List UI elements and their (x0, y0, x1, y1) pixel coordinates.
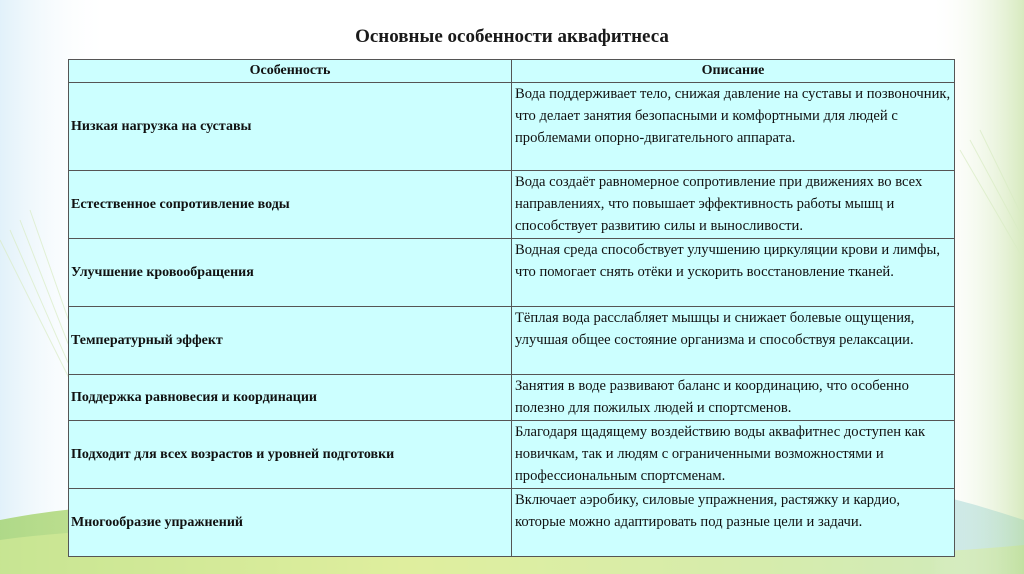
description-cell: Включает аэробику, силовые упражнения, растяжку и кардио, которые можно адаптировать под разные цели и задачи. (512, 489, 955, 557)
feature-cell: Температурный эффект (69, 307, 512, 375)
table-row (69, 489, 955, 557)
table-row (69, 375, 955, 421)
table-row (69, 171, 955, 239)
description-cell: Занятия в воде развивают баланс и координацию, что особенно полезно для пожилых людей и спортсменов. (512, 375, 955, 421)
table-row (69, 83, 955, 171)
features-table (68, 59, 954, 554)
description-cell: Благодаря щадящему воздействию воды аквафитнес доступен как новичкам, так и людям с ограниченными возможностями и профессиональным спортсменам. (512, 421, 955, 489)
table-row (69, 239, 955, 307)
table-row (69, 307, 955, 375)
feature-cell: Поддержка равновесия и координации (69, 375, 512, 421)
column-header-feature: Особенность (69, 60, 512, 83)
table-header-row (69, 60, 955, 83)
feature-cell: Многообразие упражнений (69, 489, 512, 557)
feature-cell: Улучшение кровообращения (69, 239, 512, 307)
feature-cell: Низкая нагрузка на суставы (69, 83, 512, 171)
feature-cell: Подходит для всех возрастов и уровней подготовки (69, 421, 512, 489)
description-cell: Вода поддерживает тело, снижая давление на суставы и позвоночник, что делает занятия безопасными и комфортными для людей с проблемами опорно-двигательного аппарата. (512, 83, 955, 171)
feature-cell: Естественное сопротивление воды (69, 171, 512, 239)
description-cell: Тёплая вода расслабляет мышцы и снижает болевые ощущения, улучшая общее состояние организма и способствуя релаксации. (512, 307, 955, 375)
page-title: Основные особенности аквафитнеса (355, 26, 669, 47)
description-cell: Водная среда способствует улучшению циркуляции крови и лимфы, что помогает снять отёки и ускорить восстановление тканей. (512, 239, 955, 307)
table-row (69, 421, 955, 489)
column-header-description: Описание (512, 60, 955, 83)
description-cell: Вода создаёт равномерное сопротивление при движениях во всех направлениях, что повышает эффективность работы мышц и способствует развитию силы и выносливости. (512, 171, 955, 239)
